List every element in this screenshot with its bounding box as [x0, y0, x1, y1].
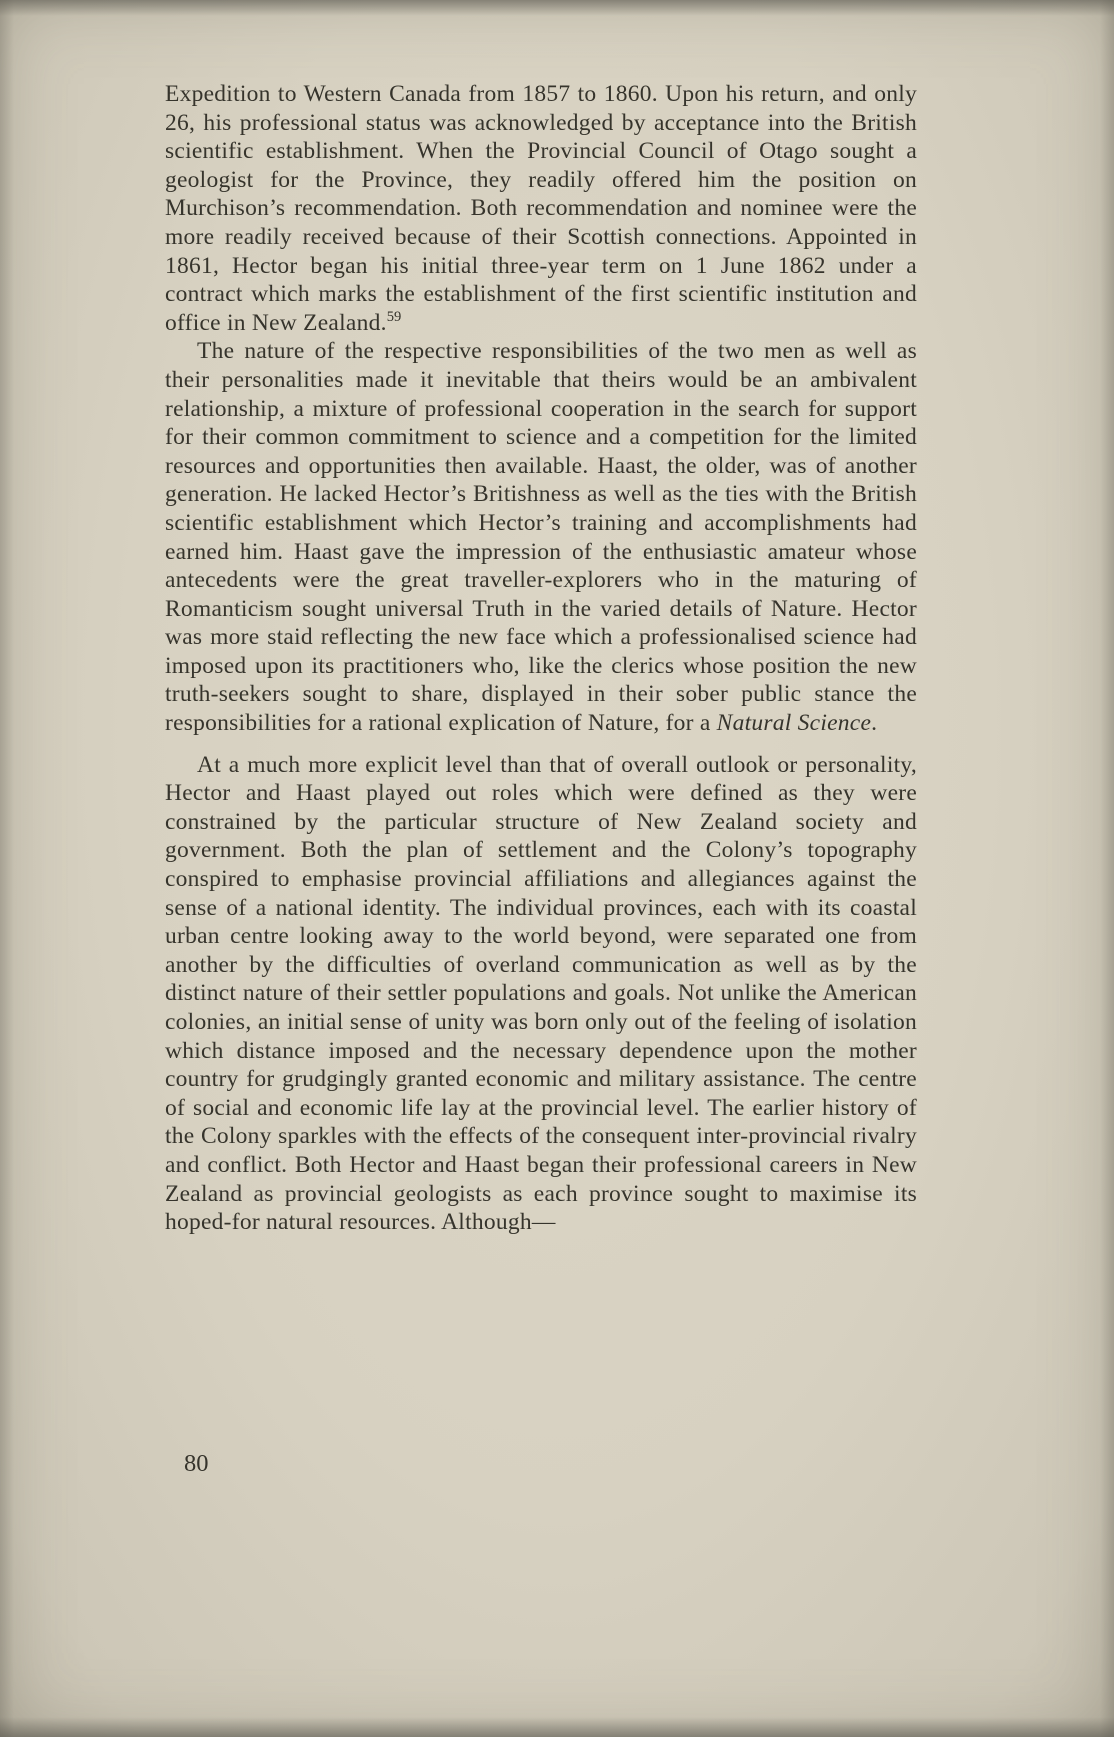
paragraph: [165, 80, 917, 337]
italic-phrase: Natural Science: [716, 710, 872, 737]
paragraph: [165, 751, 917, 1237]
footnote-reference: 59: [386, 308, 402, 325]
scan-edge-right: [1100, 0, 1114, 1737]
paragraph: [165, 337, 917, 737]
paragraph-text: .: [871, 710, 878, 737]
text-block: [165, 80, 917, 1237]
paragraph-text: At a much more explicit level than that of overall outlook or personality, Hector and Haast played out roles which were defined as they were constrained by the particular structure of New Zealand society and government. Both the plan of settlement and the Colony’s topography conspired to emphasise provincial affiliations and allegiances against the sense of a national identity. The individual provinces, each with its coastal urban centre looking away to the world beyond, were separated one from another by the difficulties of overland communication as well as by the distinct nature of their settler populations and goals. Not unlike the American colonies, an initial sense of unity was born only out of the feeling of isolation which distance imposed and the necessary dependence upon the mother country for grudgingly granted economic and military assistance. The centre of social and economic life lay at the provincial level. The earlier history of the Colony sparkles with the effects of the consequent inter-provincial rivalry and conflict. Both Hector and Haast began their professional careers in New Zealand as provincial geologists as each province sought to maximise its hoped-for natural resources. Although—: [165, 751, 917, 1236]
scan-edge-top: [0, 0, 1114, 16]
scan-edge-left: [0, 0, 14, 1737]
scan-edge-bottom: [0, 1717, 1114, 1737]
page-number: 80: [184, 1450, 209, 1477]
paragraph-text: Expedition to Western Canada from 1857 to 1860. Upon his return, and only 26, his professional status was acknowledged by acceptance into the British scientific establishment. When the Provincial Council of Otago sought a geologist for the Province, they readily offered him the position on Murchison’s recommendation. Both recommendation and nominee were the more readily received because of their Scottish connections. Appointed in 1861, Hector began his initial three-year term on 1 June 1862 under a contract which marks the establishment of the first scientific institution and office in New Zealand.: [165, 81, 917, 336]
paragraph-text: The nature of the respective responsibilities of the two men as well as their personalities made it inevitable that theirs would be an ambivalent relationship, a mixture of professional cooperation in the search for support for their common commitment to science and a competition for the limited resources and opportunities then available. Haast, the older, was of another generation. He lacked Hector’s Britishness as well as the ties with the British scientific establishment which Hector’s training and accomplishments had earned him. Haast gave the impression of the enthusiastic amateur whose antecedents were the great traveller-explorers who in the maturing of Romanticism sought universal Truth in the varied details of Nature. Hector was more staid reflecting the new face which a professionalised science had imposed upon its practitioners who, like the clerics whose position the new truth-seekers sought to share, displayed in their sober public stance the responsibilities for a rational explication of Nature, for a: [165, 338, 917, 737]
